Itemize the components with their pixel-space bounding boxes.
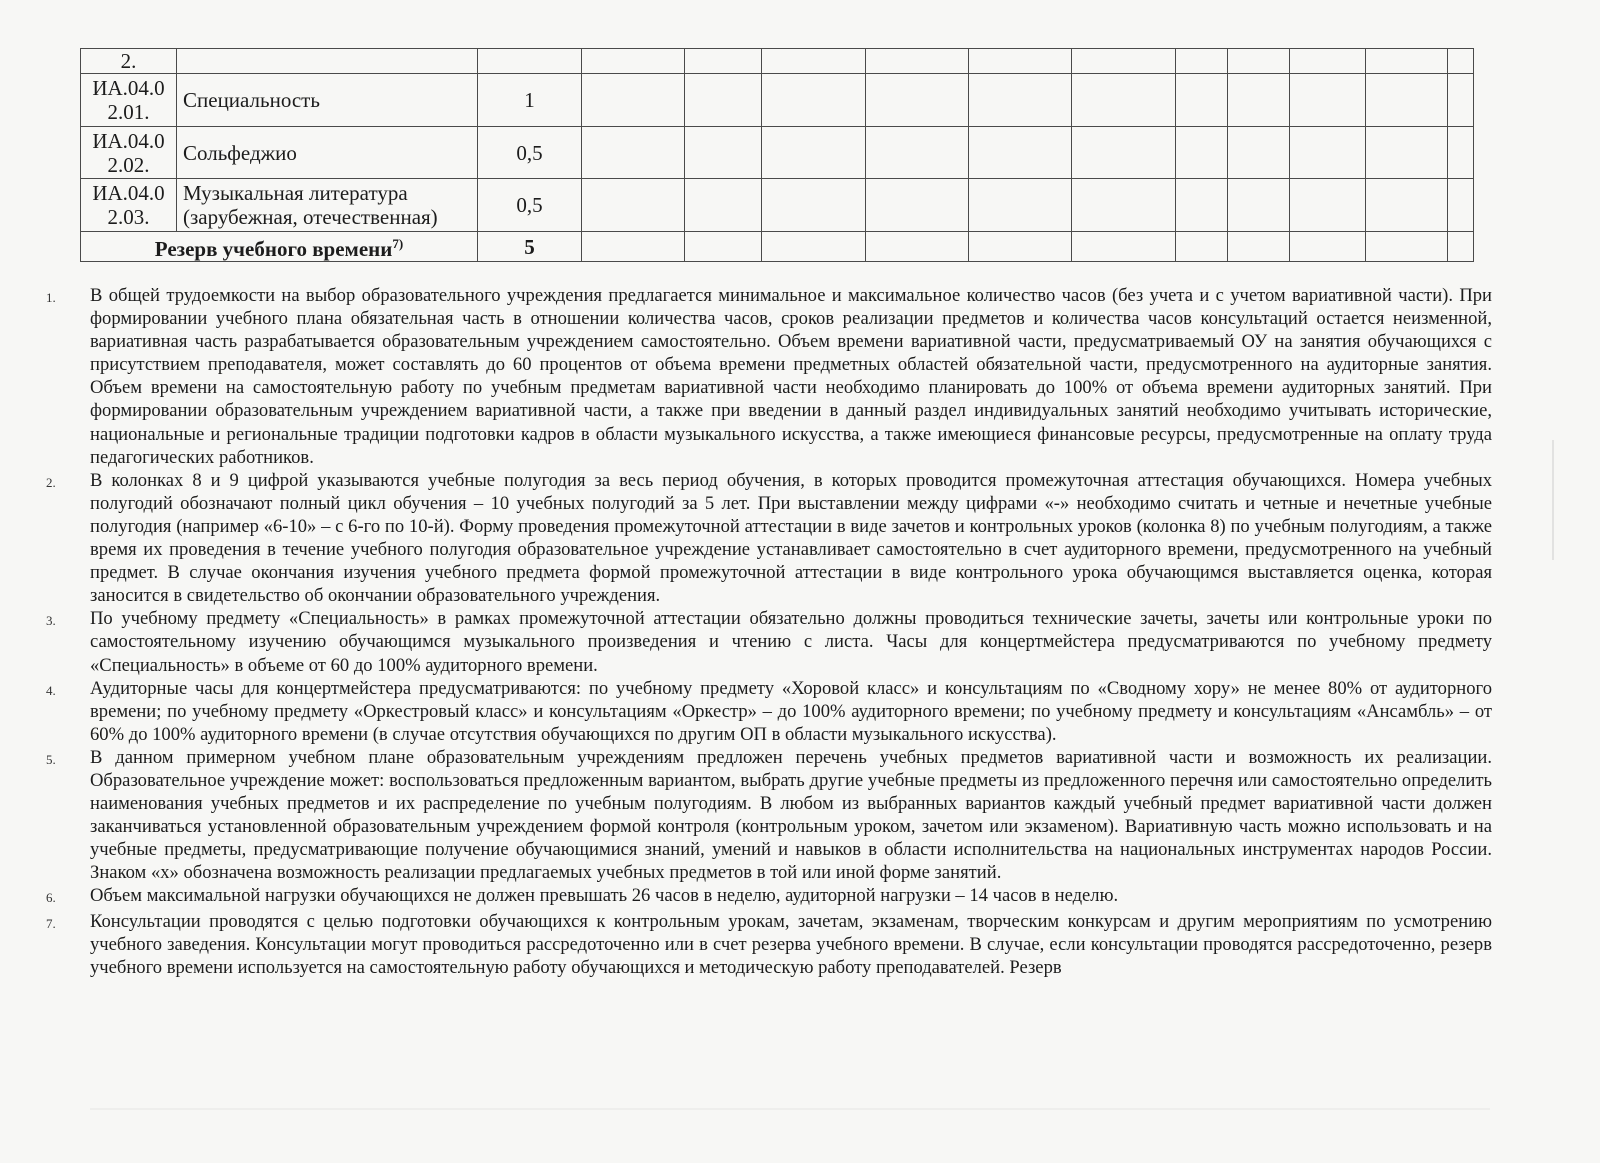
scan-artifact [90,1108,1490,1110]
row-code: ИА.04.0 2.03. [81,179,177,232]
table-row [81,179,1474,232]
row-name: Специальность [177,74,478,127]
row-value: 1 [478,74,582,127]
footnote-item [40,910,1492,979]
footnote-number: 7. [46,915,56,931]
row-name [177,49,478,74]
table-row [81,127,1474,179]
reserve-label-cell [81,232,478,262]
footnote-text: Консультации проводятся с целью подготовки обучающихся к контрольным урокам, зачетам, экзаменам, творческим конкурсам и другим мероприятиям по усмотрению учебного заведения. Консультации могут проводиться рассредоточенно или в счет резерва учебного времени. В случае, если консультации проводятся рассредоточенно, резерв учебного времени используется на самостоятельную работу обучающихся и методическую работу преподавателей. Резерв [90,910,1492,978]
row-code: ИА.04.0 2.02. [81,127,177,179]
footnote-text: По учебному предмету «Специальность» в рамках промежуточной аттестации обязательно должны проводиться технические зачеты, зачеты или контрольные уроки по самостоятельному изучению обучающимся музыкального произведения и чтению с листа. Часы для концертмейстера предусматриваются по учебному предмету «Специальность» в объеме от 60 до 100% аудиторного времени. [90,608,1492,676]
row-value: 0,5 [478,179,582,232]
table-row [81,74,1474,127]
footnote-number: 3. [46,613,56,629]
footnote-number: 6. [46,890,56,906]
reserve-value: 5 [478,232,582,262]
footnote-number: 1. [46,290,56,305]
footnote-text: Аудиторные часы для концертмейстера предусматриваются: по учебному предмету «Хоровой класс» и консультациям по «Сводному хору» не менее 80% от аудиторного времени; по учебному предмету «Оркестровый класс» и консультациям «Оркестр» – до 100% аудиторного времени; по учебному предмету и консультациям «Ансамбль» – от 60% до 100% аудиторного времени (в случае отсутствия обучающихся по другим ОП в области музыкального искусства). [90,677,1492,745]
row-value: 0,5 [478,127,582,179]
footnotes [40,284,1492,979]
footnote-text: В общей трудоемкости на выбор образовательного учреждения предлагается минимальное и максимальное количество часов (без учета и с учетом вариативной части). При формировании учебного плана обязательная часть в отношении количества часов, сроков реализации предметов и количества часов консультаций остается неизменной, вариативная часть разрабатывается образовательным учреждением самостоятельно. Объем времени вариативной части, предусматриваемый ОУ на занятия обучающихся с присутствием преподавателя, может составлять до 60 процентов от объема времени предметных областей обязательной части, предусмотренного на аудиторные занятия. Объем времени на самостоятельную работу по учебным предметам вариативной части необходимо планировать до 100% от объема времени аудиторных занятий. При формировании образовательным учреждением вариативной части, а также при введении в данный раздел индивидуальных занятий необходимо учитывать исторические, национальные и региональные традиции подготовки кадров в области музыкального искусства, а также имеющиеся финансовые ресурсы, предусмотренные на оплату труда педагогических работников. [90,285,1492,468]
row-value [478,49,582,74]
footnote-item [40,884,1492,909]
footnote-item [40,469,1492,608]
footnote-number: 5. [46,751,56,767]
footnote-item [40,677,1492,746]
row-code: 2. [81,49,177,74]
footnote-text: В данном примерном учебном плане образовательным учреждениям предложен перечень учебных предметов вариативной части и возможность их реализации. Образовательное учреждение может: воспользоваться предложенным вариантом, выбрать другие учебные предметы из предложенного перечня или самостоятельно определить наименования учебных предметов и их распределение по учебным полугодиям. В любом из выбранных вариантов каждый учебный предмет вариативной части должен заканчиваться установленной образовательным учреждением формой контроля (контрольным уроком, зачетом или экзаменом). Вариативную часть можно использовать и на учебные предметы, предусматривающие получение обучающимися знаний, умений и навыков в области исполнительства на национальных инструментах народов России. Знаком «х» обозначена возможность реализации предлагаемых учебных предметов в той или иной форме занятий. [90,746,1492,884]
reserve-row [81,232,1474,262]
footnote-item [40,284,1492,469]
footnote-number: 2. [46,474,56,490]
reserve-footnote-ref: 7) [392,236,404,251]
footnote-item [40,746,1492,885]
row-name: Сольфеджио [177,127,478,179]
curriculum-table [80,48,1474,262]
reserve-label: Резерв учебного времени [154,237,393,261]
footnote-text: Объем максимальной нагрузки обучающихся не должен превышать 26 часов в неделю, аудиторной нагрузки – 14 часов в неделю. [90,885,1119,907]
footnote-number: 4. [46,682,56,698]
table-row [81,49,1474,74]
footnote-item [40,607,1492,676]
footnote-text: В колонках 8 и 9 цифрой указываются учебные полугодия за весь период обучения, в которых проводится промежуточная аттестация обучающихся. Номера учебных полугодий обозначают полный цикл обучения – 10 учебных полугодий за 5 лет. При выставлении между цифрами «-» необходимо считать и четные и нечетные учебные полугодия (например «6-10» – с 6-го по 10-й). Форму проведения промежуточной аттестации в виде зачетов и контрольных уроков (колонка 8) по учебным полугодиям, а также время их проведения в течение учебного полугодия образовательное учреждение устанавливает самостоятельно в счет аудиторного времени, предусмотренного на учебный предмет. В случае окончания изучения учебного предмета формой промежуточной аттестации в виде контрольного урока обучающимся выставляется оценка, которая заносится в свидетельство об окончании образовательного учреждения. [90,469,1492,607]
row-code: ИА.04.0 2.01. [81,74,177,127]
row-name: Музыкальная литература (зарубежная, отечественная) [177,179,478,232]
scan-artifact [1552,440,1554,560]
